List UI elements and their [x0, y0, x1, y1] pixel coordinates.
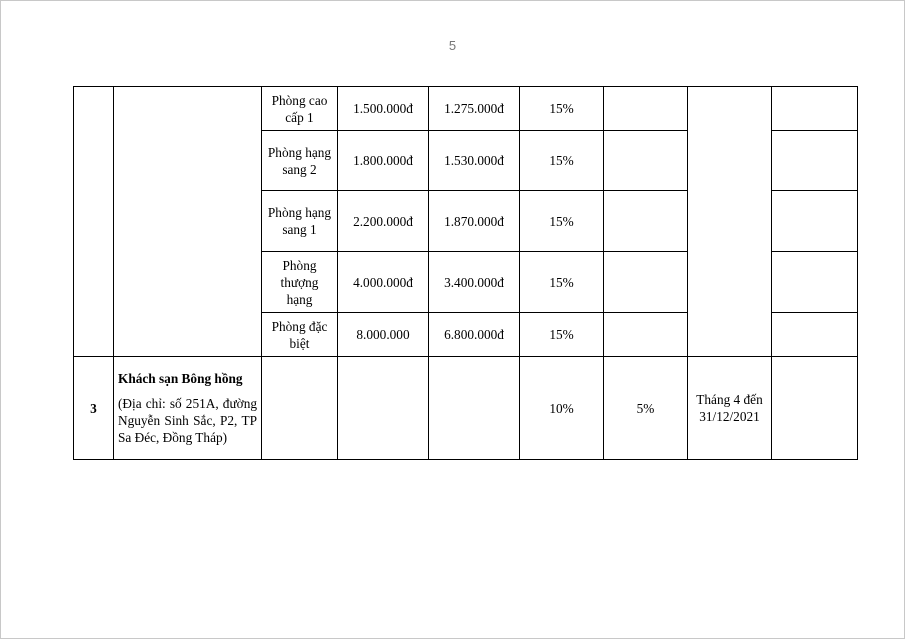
extra-discount-cell [604, 131, 688, 191]
note-cell [772, 87, 858, 131]
extra-discount-cell [604, 87, 688, 131]
page-number: 5 [448, 38, 457, 53]
discount-cell: 15% [520, 252, 604, 313]
list-price-cell: 1.500.000đ [338, 87, 429, 131]
extra-discount-cell [604, 313, 688, 357]
hotel-name: Khách sạn Bông hồng [118, 371, 243, 386]
room-type-cell: Phòng đặc biệt [262, 313, 338, 357]
room-type-cell [262, 357, 338, 460]
price-table [73, 86, 858, 460]
extra-discount-cell: 5% [604, 357, 688, 460]
table-row [74, 87, 858, 131]
discount-cell: 15% [520, 131, 604, 191]
stt-cell-empty [74, 87, 114, 357]
sale-price-cell: 3.400.000đ [429, 252, 520, 313]
list-price-cell: 2.200.000đ [338, 191, 429, 252]
discount-cell: 15% [520, 87, 604, 131]
period-cell-empty [688, 87, 772, 357]
hotel-cell [114, 357, 262, 460]
discount-cell: 10% [520, 357, 604, 460]
sale-price-cell [429, 357, 520, 460]
note-cell [772, 191, 858, 252]
hotel-address: (Địa chỉ: số 251A, đường Nguyễn Sinh Sắc, P2, TP Sa Đéc, Đồng Tháp) [118, 396, 257, 445]
sale-price-cell: 1.870.000đ [429, 191, 520, 252]
discount-cell: 15% [520, 313, 604, 357]
room-type-cell: Phòng hạng sang 2 [262, 131, 338, 191]
hotel-cell-empty [114, 87, 262, 357]
sale-price-cell: 1.530.000đ [429, 131, 520, 191]
sale-price-cell: 6.800.000đ [429, 313, 520, 357]
sale-price-cell: 1.275.000đ [429, 87, 520, 131]
room-type-cell: Phòng thượng hạng [262, 252, 338, 313]
note-cell [772, 357, 858, 460]
note-cell [772, 313, 858, 357]
stt-cell: 3 [74, 357, 114, 460]
extra-discount-cell [604, 191, 688, 252]
table-row [74, 357, 858, 460]
period-cell: Tháng 4 đến 31/12/2021 [688, 357, 772, 460]
room-type-cell: Phòng cao cấp 1 [262, 87, 338, 131]
list-price-cell: 4.000.000đ [338, 252, 429, 313]
note-cell [772, 131, 858, 191]
room-type-cell: Phòng hạng sang 1 [262, 191, 338, 252]
list-price-cell [338, 357, 429, 460]
discount-cell: 15% [520, 191, 604, 252]
list-price-cell: 8.000.000 [338, 313, 429, 357]
extra-discount-cell [604, 252, 688, 313]
list-price-cell: 1.800.000đ [338, 131, 429, 191]
note-cell [772, 252, 858, 313]
